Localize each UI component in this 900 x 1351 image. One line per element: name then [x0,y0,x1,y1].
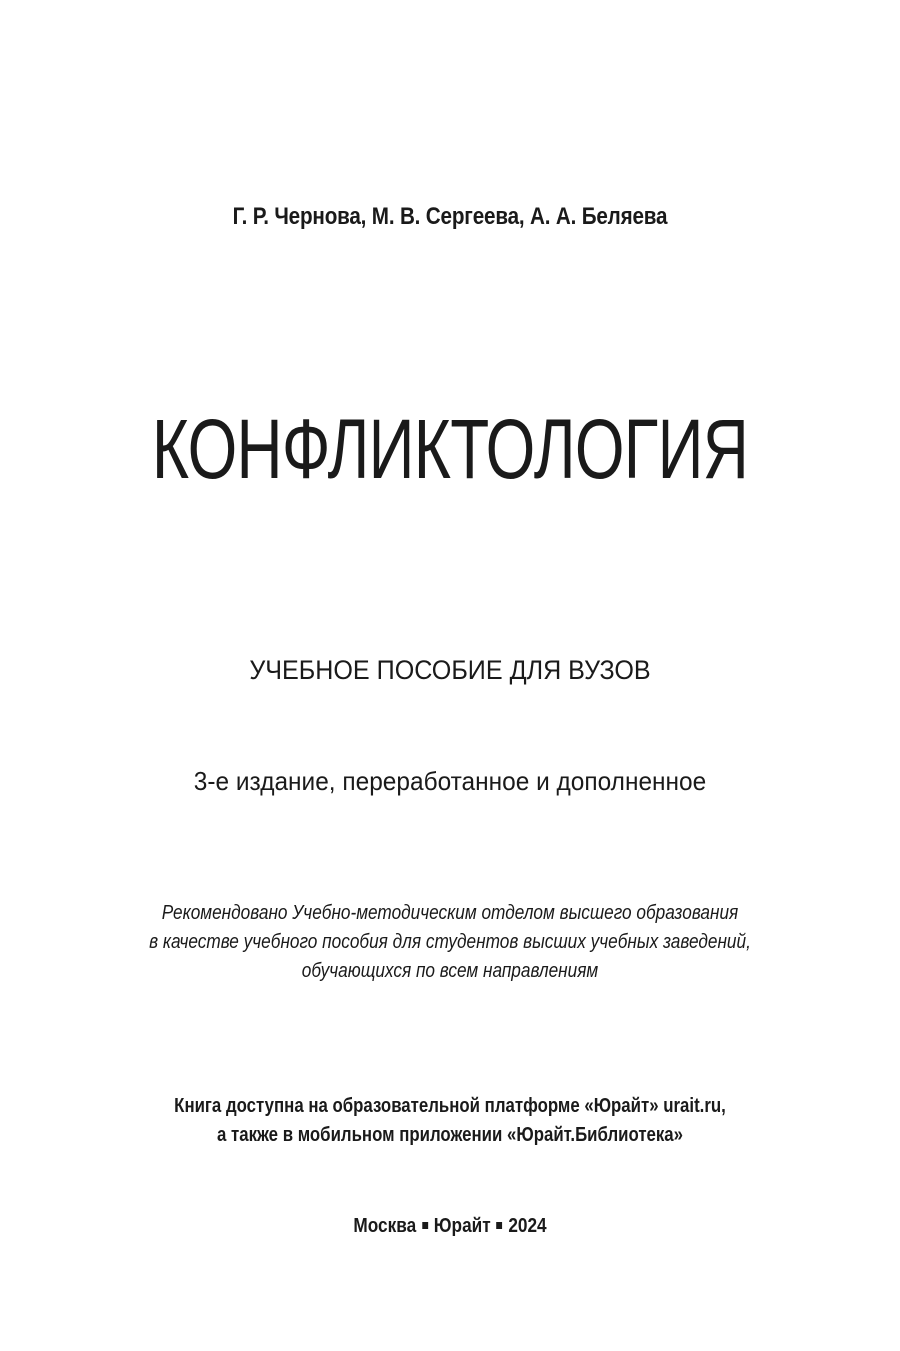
separator-square-icon [422,1222,428,1229]
availability-line: Книга доступна на образовательной платформе «Юрайт» urait.ru, [174,1094,726,1117]
imprint-publisher: Юрайт [433,1214,491,1237]
imprint [72,1214,828,1238]
recommendation-line: обучающихся по всем направлениям [301,959,599,982]
imprint-city: Москва [353,1214,417,1237]
edition-info: 3-е издание, переработанное и дополненное [193,766,707,796]
recommendation-line: Рекомендовано Учебно-методическим отделом высшего образования [161,901,739,924]
book-title: КОНФЛИКТОЛОГИЯ [151,402,749,496]
book-subtitle: УЧЕБНОЕ ПОСОБИЕ ДЛЯ ВУЗОВ [249,655,651,685]
availability-line: а также в мобильном приложении «Юрайт.Библиотека» [216,1123,684,1146]
recommendation-line: в качестве учебного пособия для студентов высших учебных заведений, [149,930,751,953]
imprint-year: 2024 [508,1214,547,1237]
separator-square-icon [497,1222,503,1229]
authors: Г. Р. Чернова, М. В. Сергеева, А. А. Беляева [232,203,668,230]
